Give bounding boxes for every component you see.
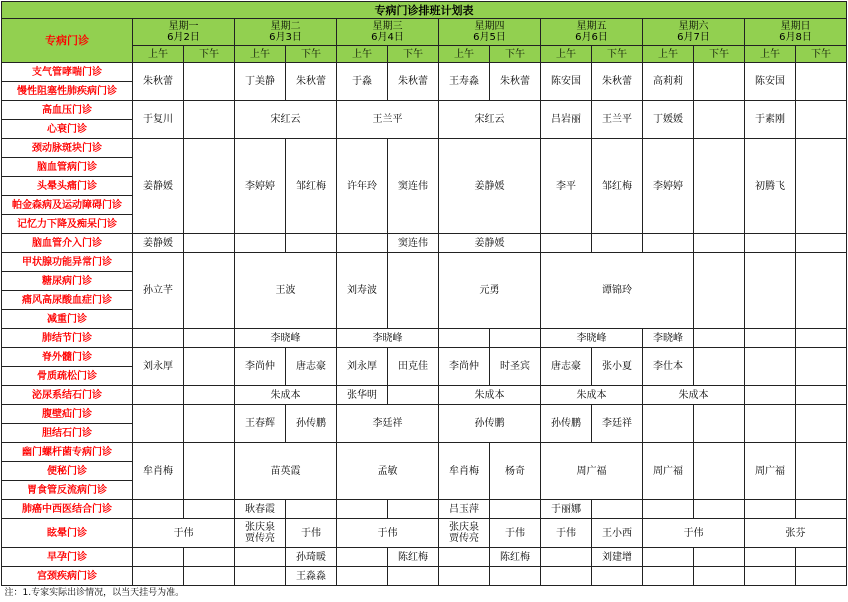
doctor-cell: 孟敏 [337,443,439,500]
footnote: 注：1.专家实际出诊情况，以当天挂号为准。 [2,586,847,601]
doctor-cell [184,63,235,101]
clinic-name: 腹壁疝门诊 [2,405,133,424]
doctor-cell: 王春辉 [235,405,286,443]
doctor-cell [184,500,235,519]
doctor-cell [388,386,439,405]
doctor-cell: 于复川 [133,101,184,139]
doctor-cell [235,548,286,567]
half-am: 上午 [235,46,286,63]
doctor-cell [745,405,796,443]
doctor-cell: 姜静媛 [439,234,541,253]
doctor-cell [388,567,439,586]
doctor-cell: 李廷祥 [337,405,439,443]
doctor-cell: 丁媛媛 [643,101,694,139]
doctor-cell [439,548,490,567]
doctor-cell [337,500,388,519]
half-pm: 下午 [388,46,439,63]
half-pm: 下午 [490,46,541,63]
doctor-cell: 朱成本 [235,386,337,405]
doctor-cell [184,101,235,139]
half-am: 上午 [643,46,694,63]
doctor-cell: 牟肖梅 [439,443,490,500]
doctor-cell [796,443,847,500]
doctor-cell [388,253,439,329]
doctor-cell [592,234,643,253]
doctor-cell: 李婷婷 [235,139,286,234]
page-title: 专病门诊排班计划表 [2,2,847,19]
doctor-cell: 姜静媛 [133,139,184,234]
clinic-name: 心衰门诊 [2,120,133,139]
doctor-cell [235,567,286,586]
doctor-cell: 李晓峰 [541,329,643,348]
doctor-cell: 张芬 [745,519,847,548]
clinic-name: 脊外髓门诊 [2,348,133,367]
doctor-cell: 朱成本 [643,386,745,405]
doctor-cell: 吕岩丽 [541,101,592,139]
half-am: 上午 [439,46,490,63]
doctor-cell [592,567,643,586]
doctor-cell: 刘永厚 [337,348,388,386]
doctor-cell [694,234,745,253]
clinic-name: 支气管哮喘门诊 [2,63,133,82]
day-header-wed: 星期三 6月4日 [337,19,439,46]
half-pm: 下午 [592,46,643,63]
doctor-cell [796,348,847,386]
doctor-cell [745,500,796,519]
doctor-cell: 于伟 [337,519,439,548]
doctor-cell [184,348,235,386]
day-header-thu: 星期四 6月5日 [439,19,541,46]
doctor-cell [796,405,847,443]
half-am: 上午 [745,46,796,63]
doctor-cell: 朱秋蕾 [286,63,337,101]
doctor-cell [286,500,337,519]
clinic-name: 记忆力下降及痴呆门诊 [2,215,133,234]
doctor-cell: 窦连伟 [388,234,439,253]
doctor-cell: 孙传鹏 [286,405,337,443]
doctor-cell: 陈安国 [745,63,796,101]
clinic-name: 头晕头痛门诊 [2,177,133,196]
doctor-cell [541,548,592,567]
doctor-cell [184,139,235,234]
clinic-name: 胃食管反流病门诊 [2,481,133,500]
clinic-name: 肺癌中西医结合门诊 [2,500,133,519]
doctor-cell [796,500,847,519]
doctor-cell [694,500,745,519]
doctor-cell [286,234,337,253]
doctor-cell: 张庆泉 贾传亮 [439,519,490,548]
doctor-cell [133,386,184,405]
doctor-cell: 朱秋蕾 [388,63,439,101]
half-am: 上午 [541,46,592,63]
clinic-name: 帕金森病及运动障碍门诊 [2,196,133,215]
doctor-cell: 朱秋蕾 [592,63,643,101]
doctor-cell: 于伟 [133,519,235,548]
doctor-cell: 姜静媛 [133,234,184,253]
half-pm: 下午 [286,46,337,63]
doctor-cell: 于伟 [490,519,541,548]
doctor-cell: 张庆泉 贾传亮 [235,519,286,548]
doctor-cell [133,329,184,348]
doctor-cell [745,253,796,329]
doctor-cell [745,329,796,348]
doctor-cell: 周广福 [745,443,796,500]
doctor-cell: 李尚仲 [439,348,490,386]
doctor-cell: 耿春霞 [235,500,286,519]
doctor-cell: 周广福 [541,443,643,500]
doctor-cell [796,386,847,405]
doctor-cell [184,253,235,329]
clinic-name: 脑血管介入门诊 [2,234,133,253]
doctor-cell [337,548,388,567]
doctor-cell: 朱成本 [541,386,643,405]
doctor-cell [643,548,694,567]
doctor-cell: 朱成本 [439,386,541,405]
clinic-name: 眩晕门诊 [2,519,133,548]
doctor-cell: 李平 [541,139,592,234]
clinic-name: 骨质疏松门诊 [2,367,133,386]
doctor-cell [133,548,184,567]
half-am: 上午 [133,46,184,63]
doctor-cell: 张华明 [337,386,388,405]
doctor-cell [745,567,796,586]
doctor-cell: 唐志豪 [286,348,337,386]
doctor-cell [337,234,388,253]
doctor-cell [184,386,235,405]
doctor-cell: 杨奇 [490,443,541,500]
doctor-cell: 苗英霞 [235,443,337,500]
doctor-cell [694,548,745,567]
clinic-name: 幽门螺杆菌专病门诊 [2,443,133,462]
doctor-cell [490,329,541,348]
clinic-name: 糖尿病门诊 [2,272,133,291]
doctor-cell [694,348,745,386]
day-header-tue: 星期二 6月3日 [235,19,337,46]
doctor-cell: 孙立芊 [133,253,184,329]
half-am: 上午 [337,46,388,63]
half-pm: 下午 [694,46,745,63]
doctor-cell: 王兰平 [592,101,643,139]
doctor-cell [184,567,235,586]
doctor-cell: 王淼淼 [286,567,337,586]
doctor-cell [694,405,745,443]
clinic-name: 肺结节门诊 [2,329,133,348]
doctor-cell: 陈安国 [541,63,592,101]
doctor-cell [184,329,235,348]
doctor-cell: 周广福 [643,443,694,500]
doctor-cell [694,63,745,101]
clinic-name: 高血压门诊 [2,101,133,120]
doctor-cell: 张小夏 [592,348,643,386]
clinic-name: 胆结石门诊 [2,424,133,443]
clinic-name: 颈动脉斑块门诊 [2,139,133,158]
day-header-sun: 星期日 6月8日 [745,19,847,46]
doctor-cell: 窦连伟 [388,139,439,234]
doctor-cell: 王寿淼 [439,63,490,101]
doctor-cell [184,548,235,567]
doctor-cell [694,567,745,586]
doctor-cell: 陈红梅 [490,548,541,567]
doctor-cell [133,405,184,443]
clinic-column-header: 专病门诊 [2,19,133,63]
doctor-cell [133,567,184,586]
doctor-cell [796,234,847,253]
doctor-cell: 于伟 [286,519,337,548]
doctor-cell [643,567,694,586]
doctor-cell: 于丽娜 [541,500,592,519]
doctor-cell: 吕玉萍 [439,500,490,519]
half-pm: 下午 [796,46,847,63]
doctor-cell [541,234,592,253]
doctor-cell [796,139,847,234]
clinic-name: 慢性阻塞性肺疾病门诊 [2,82,133,101]
doctor-cell: 许年玲 [337,139,388,234]
doctor-cell [541,567,592,586]
doctor-cell: 李仕本 [643,348,694,386]
doctor-cell: 宋红云 [439,101,541,139]
doctor-cell [745,548,796,567]
day-header-sat: 星期六 6月7日 [643,19,745,46]
doctor-cell: 朱秋蕾 [490,63,541,101]
doctor-cell [745,348,796,386]
doctor-cell: 李尚仲 [235,348,286,386]
doctor-cell: 姜静媛 [439,139,541,234]
doctor-cell [235,234,286,253]
doctor-cell: 于淼 [337,63,388,101]
clinic-name: 甲状腺功能异常门诊 [2,253,133,272]
doctor-cell: 初腾飞 [745,139,796,234]
doctor-cell: 唐志豪 [541,348,592,386]
doctor-cell [643,234,694,253]
doctor-cell [490,500,541,519]
doctor-cell [184,443,235,500]
doctor-cell: 李婷婷 [643,139,694,234]
doctor-cell: 元勇 [439,253,541,329]
doctor-cell: 孙传鹏 [439,405,541,443]
doctor-cell [490,567,541,586]
doctor-cell [796,101,847,139]
half-pm: 下午 [184,46,235,63]
day-header-mon: 星期一 6月2日 [133,19,235,46]
doctor-cell [439,567,490,586]
doctor-cell: 王兰平 [337,101,439,139]
doctor-cell [694,443,745,500]
doctor-cell [337,567,388,586]
doctor-cell: 朱秋蕾 [133,63,184,101]
day-header-fri: 星期五 6月6日 [541,19,643,46]
doctor-cell: 李廷祥 [592,405,643,443]
doctor-cell [592,500,643,519]
doctor-cell [388,500,439,519]
doctor-cell [796,548,847,567]
doctor-cell: 刘寿波 [337,253,388,329]
clinic-name: 宫颈疾病门诊 [2,567,133,586]
doctor-cell: 丁美静 [235,63,286,101]
schedule-table [1,1,847,600]
doctor-cell [745,234,796,253]
doctor-cell [694,101,745,139]
doctor-cell: 孙琦暖 [286,548,337,567]
doctor-cell: 孙传鹏 [541,405,592,443]
doctor-cell: 邹红梅 [286,139,337,234]
doctor-cell [133,500,184,519]
doctor-cell: 刘永厚 [133,348,184,386]
doctor-cell [439,329,490,348]
doctor-cell [796,567,847,586]
doctor-cell: 李晓峰 [337,329,439,348]
doctor-cell: 王波 [235,253,337,329]
doctor-cell [643,405,694,443]
doctor-cell: 高莉莉 [643,63,694,101]
doctor-cell [796,253,847,329]
doctor-cell [694,329,745,348]
doctor-cell [184,234,235,253]
doctor-cell: 王小西 [592,519,643,548]
doctor-cell: 李晓峰 [643,329,694,348]
doctor-cell: 陈红梅 [388,548,439,567]
clinic-name: 减重门诊 [2,310,133,329]
doctor-cell: 于伟 [643,519,745,548]
doctor-cell [796,329,847,348]
doctor-cell [745,386,796,405]
doctor-cell: 邹红梅 [592,139,643,234]
doctor-cell: 时圣宾 [490,348,541,386]
clinic-name: 便秘门诊 [2,462,133,481]
doctor-cell [796,63,847,101]
clinic-name: 早孕门诊 [2,548,133,567]
doctor-cell: 刘建增 [592,548,643,567]
doctor-cell [184,405,235,443]
doctor-cell: 谭锦玲 [541,253,694,329]
doctor-cell: 于素刚 [745,101,796,139]
doctor-cell [694,139,745,234]
doctor-cell [643,500,694,519]
doctor-cell: 李晓峰 [235,329,337,348]
doctor-cell: 牟肖梅 [133,443,184,500]
doctor-cell: 于伟 [541,519,592,548]
doctor-cell: 宋红云 [235,101,337,139]
clinic-name: 脑血管病门诊 [2,158,133,177]
doctor-cell [694,253,745,329]
clinic-name: 泌尿系结石门诊 [2,386,133,405]
clinic-name: 痛风高尿酸血症门诊 [2,291,133,310]
doctor-cell: 田克佳 [388,348,439,386]
